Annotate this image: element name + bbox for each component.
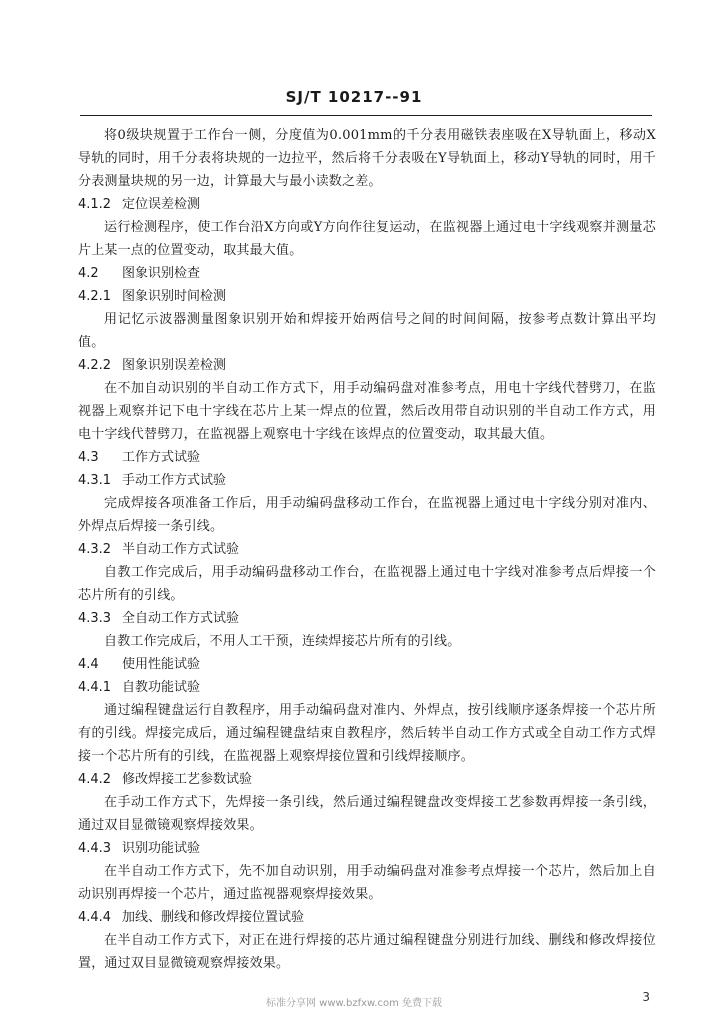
standard-code-header: SJ/T 10217--91 [285,88,423,106]
section-heading [78,676,656,699]
section-number: 4.3 [78,450,99,465]
body-paragraph: 通过编程键盘运行自教程序，用手动编码盘对准内、外焊点，按引线顺序逐条焊接一个芯片所有的引线。焊接完成后，通过编程键盘结束自教程序，然后转半自动工作方式或全自动工作方式焊接一个芯片所有的引线，在监视器上观察焊接位置和引线焊接顺序。 [78,703,656,764]
header-rule [80,115,652,116]
section-heading [78,354,656,377]
section-heading [78,906,656,929]
section-number: 4.2.1 [78,289,112,304]
section-heading [78,837,656,860]
section-title: 使用性能试验 [122,657,201,672]
section-heading [78,446,656,469]
body-paragraph: 在半自动工作方式下，对正在进行焊接的芯片通过编程键盘分别进行加线、删线和修改焊接位置，通过双目显微镜观察焊接效果。 [78,933,656,971]
section-heading [78,607,656,630]
body-paragraph: 将0级块规置于工作台一侧，分度值为0.001mm的千分表用磁铁表座吸在X导轨面上，移动X导轨的同时，用千分表将块规的一边拉平，然后将千分表吸在Y导轨面上，移动Y导轨的同时，用千分表测量块规的另一边，计算最大与最小读数之差。 [78,128,656,189]
section-number: 4.3.2 [78,542,112,557]
section-heading [78,469,656,492]
body-paragraph: 用记忆示波器测量图象识别开始和焊接开始两信号之间的时间间隔，按参考点数计算出平均值。 [78,312,656,350]
section-title: 定位误差检测 [122,197,201,212]
section-title: 识别功能试验 [122,841,201,856]
section-number: 4.3.1 [78,473,112,488]
section-heading [78,262,656,285]
body-paragraph: 自教工作完成后，用手动编码盘移动工作台，在监视器上通过电十字线对准参考点后焊接一个芯片所有的引线。 [78,565,656,603]
section-title: 图象识别检查 [122,266,201,281]
section-number: 4.4.2 [78,772,112,787]
section-title: 半自动工作方式试验 [122,542,240,557]
section-heading [78,285,656,308]
section-title: 图象识别误差检测 [122,358,227,373]
section-title: 加线、删线和修改焊接位置试验 [122,910,305,925]
section-title: 自教功能试验 [122,680,201,695]
section-heading [78,193,656,216]
body-paragraph: 在不加自动识别的半自动工作方式下，用手动编码盘对准参考点，用电十字线代替劈刀，在监视器上观察并记下电十字线在芯片上某一焊点的位置，然后改用带自动识别的半自动工作方式，用电十字线代替劈刀，在监视器上观察电十字线在该焊点的位置变动，取其最大值。 [78,381,656,442]
body-paragraph: 在半自动工作方式下，先不加自动识别，用手动编码盘对准参考点焊接一个芯片，然后加上自动识别再焊接一个芯片，通过监视器观察焊接效果。 [78,864,656,902]
body-paragraph: 在手动工作方式下，先焊接一条引线，然后通过编程键盘改变焊接工艺参数再焊接一条引线，通过双目显微镜观察焊接效果。 [78,795,656,833]
body-paragraph: 完成焊接各项准备工作后，用手动编码盘移动工作台，在监视器上通过电十字线分别对准内、外焊点后焊接一条引线。 [78,496,656,534]
section-number: 4.4.1 [78,680,112,695]
footer-watermark: 标准分享网 www.bzfxw.com 免费下载 [266,998,442,1009]
section-number: 4.2 [78,266,99,281]
page-number: 3 [642,990,650,1004]
section-heading [78,768,656,791]
body-paragraph: 自教工作完成后，不用人工干预，连续焊接芯片所有的引线。 [104,634,461,649]
section-title: 手动工作方式试验 [122,473,227,488]
section-title: 工作方式试验 [122,450,201,465]
document-body [78,124,656,975]
section-number: 4.2.2 [78,358,112,373]
section-number: 4.4.4 [78,910,112,925]
section-number: 4.3.3 [78,611,112,626]
section-number: 4.1.2 [78,197,112,212]
section-heading [78,653,656,676]
section-title: 全自动工作方式试验 [122,611,240,626]
section-heading [78,538,656,561]
section-number: 4.4 [78,657,99,672]
section-title: 图象识别时间检测 [122,289,227,304]
section-title: 修改焊接工艺参数试验 [122,772,253,787]
body-paragraph: 运行检测程序，使工作台沿X方向或Y方向作往复运动，在监视器上通过电十字线观察并测量芯片上某一点的位置变动，取其最大值。 [78,220,656,258]
section-number: 4.4.3 [78,841,112,856]
